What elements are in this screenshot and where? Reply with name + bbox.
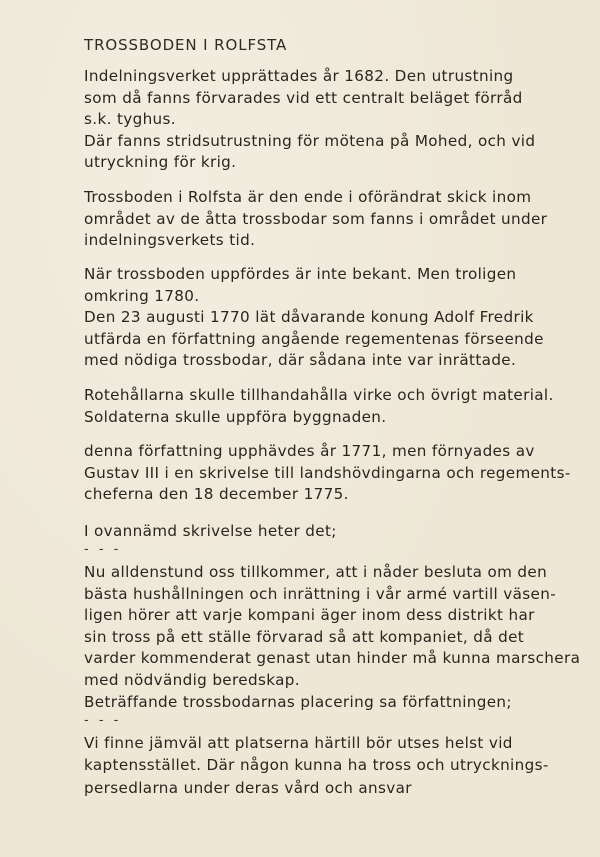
text-line: med nödiga trossbodar, där sådana inte var inrättade. [84,351,517,369]
paragraph-skrivelse-intro [84,521,337,543]
text-line: Nu alldenstund oss tillkommer, att i nåder besluta om den [84,563,548,581]
quote-dashes: - - - [84,542,122,557]
text-line: cheferna den 18 december 1775. [84,485,349,503]
text-line: området av de åtta trossbodar som fanns i området under [84,209,548,228]
text-line: Den 23 augusti 1770 lät dåvarande konung Adolf Fredrik [84,308,534,326]
text-line: När trossboden uppfördes är inte bekant. Men troligen [84,265,517,283]
quote-dashes: - - - [84,713,122,728]
paragraph-trossboden-rolfsta [84,187,547,252]
text-line: Där fanns stridsutrustning för mötena på Mohed, och vid [84,131,536,150]
text-line: utfärda en författning angående regementenas förseende [84,329,544,348]
paragraph-placering [84,692,512,714]
text-line: kaptensstället. Där någon kunna ha tross och utrycknings- [84,755,549,774]
text-line: persedlarna under deras vård och ansvar [84,779,412,797]
text-line: denna författning upphävdes år 1771, men förnyades av [84,442,535,460]
paragraph-persedlarna [84,778,412,800]
document-title: TROSSBODEN I ROLFSTA [84,36,288,54]
text-line: sin tross på ett ställe förvarad så att kompaniet, då det [84,627,525,646]
text-line: omkring 1780. [84,286,200,305]
text-line: ligen hörer att varje kompani äger inom dess distrikt har [84,606,535,624]
text-line: Rotehållarna skulle tillhandahålla virke och övrigt material. [84,386,554,404]
text-line: utryckning för krig. [84,153,237,171]
text-line: Indelningsverket upprättades år 1682. Den utrustning [84,67,514,85]
text-line: I ovannämd skrivelse heter det; [84,522,337,540]
text-line: varder kommenderat genast utan hinder må kunna marschera [84,649,581,667]
paragraph-forfattning [84,441,571,506]
text-line: Trossboden i Rolfsta är den ende i oförändrat skick inom [84,188,532,206]
text-line: s.k. tyghus. [84,110,176,128]
text-line: Soldaterna skulle uppföra byggnaden. [84,407,387,426]
paragraph-quote-alldenstund [84,562,580,691]
paragraph-indelningsverket [84,66,535,174]
paragraph-quote-platserna [84,733,549,776]
text-line: bästa hushållningen och inrättning i vår armé vartill väsen- [84,584,557,603]
text-line: Beträffande trossbodarnas placering sa författningen; [84,693,512,711]
text-line: Gustav III i en skrivelse till landshövdingarna och regements- [84,463,571,482]
text-line: indelningsverkets tid. [84,231,256,249]
text-line: med nödvändig beredskap. [84,670,300,689]
text-line: som då fanns förvarades vid ett centralt beläget förråd [84,88,523,107]
paragraph-rotehallarna [84,385,554,428]
text-line: Vi finne jämväl att platserna härtill bör utses helst vid [84,734,513,752]
paragraph-uppfordes [84,264,544,372]
